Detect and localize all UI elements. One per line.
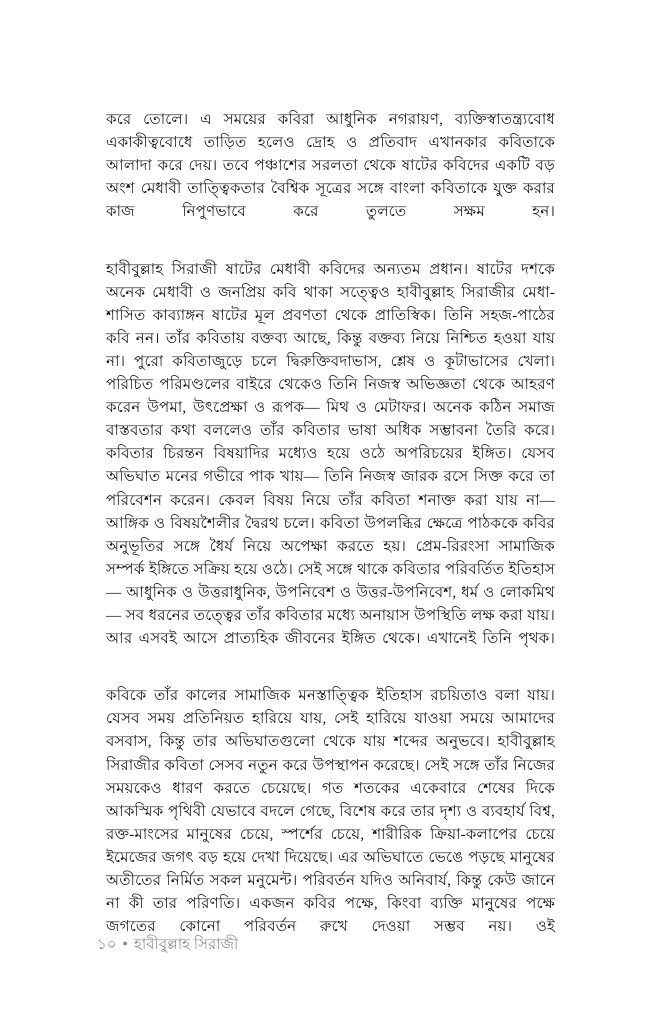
- body-paragraph-2: হাবীবুল্লাহ সিরাজী ষাটের মেধাবী কবিদের অন্যতম প্রধান। ষাটের দশকে অনেক মেধাবী ও জনপ্রিয় কবি থাকা সত্ত্বেও হাবীবুল্লাহ সিরাজীর মেধা-শাসিত কাব্যাঙ্গন ষাটের মূল প্রবণতা থেকে প্রাতিস্বিক। তিনি সহজ-পাঠের কবি নন। তাঁর কবিতায় বক্তব্য আছে, কিন্তু বক্তব্য নিয়ে নিশ্চিত হওয়া যায় না। পুরো কবিতাজুড়ে চলে দ্বিরুক্তিবদাভাস, শ্লেষ ও কূটাভাসের খেলা। পরিচিত পরিমণ্ডলের বাইরে থেকেও তিনি নিজস্ব অভিজ্ঞতা থেকে আহরণ করেন উপমা, উৎপ্রেক্ষা ও রূপক— মিথ ও মেটাফর। অনেক কঠিন সমাজ বাস্তবতার কথা বললেও তাঁর কবিতার ভাষা অধিক সম্ভাবনা তৈরি করে। কবিতার চিরন্তন বিষয়াদির মধ্যেও হয়ে ওঠে অপরিচয়ের ইঙ্গিত। যেসব অভিঘাত মনের গভীরে পাক খায়— তিনি নিজস্ব জারক রসে সিক্ত করে তা পরিবেশন করেন। কেবল বিষয় নিয়ে তাঁর কবিতা শনাক্ত করা যায় না— আঙ্গিক ও বিষয়শৈলীর দ্বৈরথ চলে। কবিতা উপলব্ধির ক্ষেত্রে পাঠককে কবির অনুভূতির সঙ্গে ধৈর্য নিয়ে অপেক্ষা করতে হয়। প্রেম-রিরংসা সামাজিক সম্পর্ক ইঙ্গিতে সক্রিয় হয়ে ওঠে। সেই সঙ্গে থাকে কবিতার পরিবর্তিত ইতিহাস— আধুনিক ও উত্তরাধুনিক, উপনিবেশ ও উত্তর-উপনিবেশ, ধর্ম ও লোকমিথ— সব ধরনের তত্ত্বের তাঁর কবিতার মধ্যে অনায়াস উপস্থিতি লক্ষ করা যায়। আর এসবই আসে প্রাত্যহিক জীবনের ইঙ্গিত থেকে। এখানেই তিনি পৃথক।: [106, 260, 555, 648]
- page-footer: [97, 935, 557, 956]
- footer-page-number: ১০: [97, 937, 117, 953]
- bullet-separator-icon: ●: [122, 938, 128, 948]
- page-text-block: [106, 108, 555, 961]
- footer-book-author: হাবীবুল্লাহ সিরাজী: [133, 937, 239, 953]
- body-paragraph-1: করে তোলে। এ সময়ের কবিরা আধুনিক নগরায়ণ, ব্যক্তিস্বাতন্ত্র্যবোধ একাকীত্ববোধে তাড়িত হলেও দ্রোহ ও প্রতিবাদ এখানকার কবিতাকে আলাদা করে দেয়। তবে পঞ্চাশের সরলতা থেকে ষাটের কবিদের একটি বড় অংশ মেধাবী তাত্ত্বিকতার বৈশ্বিক সূত্রের সঙ্গে বাংলা কবিতাকে যুক্ত করার কাজ নিপুণভাবে করে তুলতে সক্ষম হন।: [106, 111, 555, 221]
- body-paragraph-3: কবিকে তাঁর কালের সামাজিক মনস্তাত্ত্বিক ইতিহাস রচয়িতাও বলা যায়। যেসব সময় প্রতিনিয়ত হারিয়ে যায়, সেই হারিয়ে যাওয়া সময়ে আমাদের বসবাস, কিন্তু তার অভিঘাতগুলো থেকে যায় শব্দের অনুভবে। হাবীবুল্লাহ সিরাজীর কবিতা সেসব নতুন করে উপস্থাপন করেছে। সেই সঙ্গে তাঁর নিজের সময়কেও ধারণ করতে চেয়েছে। গত শতকের একেবারে শেষের দিকে আকস্মিক পৃথিবী যেভাবে বদলে গেছে, বিশেষ করে তার দৃশ্য ও ব্যবহার্য বিশ্ব, রক্ত-মাংসের মানুষের চেয়ে, স্পর্শের চেয়ে, শারীরিক ক্রিয়া-কলাপের চেয়ে ইমেজের জগৎ বড় হয়ে দেখা দিয়েছে। এর অভিঘাতে ভেঙে পড়ছে মানুষের অতীতের নির্মিত সকল মনুমেন্ট। পরিবর্তন যদিও অনিবার্য, কিন্তু কেউ জানে না কী তার পরিণতি। একজন কবির পক্ষে, কিংবা ব্যক্তি মানুষের পক্ষে জগতের কোনো পরিবর্তন রুখে দেওয়া সম্ভব নয়। ওই: [106, 687, 555, 936]
